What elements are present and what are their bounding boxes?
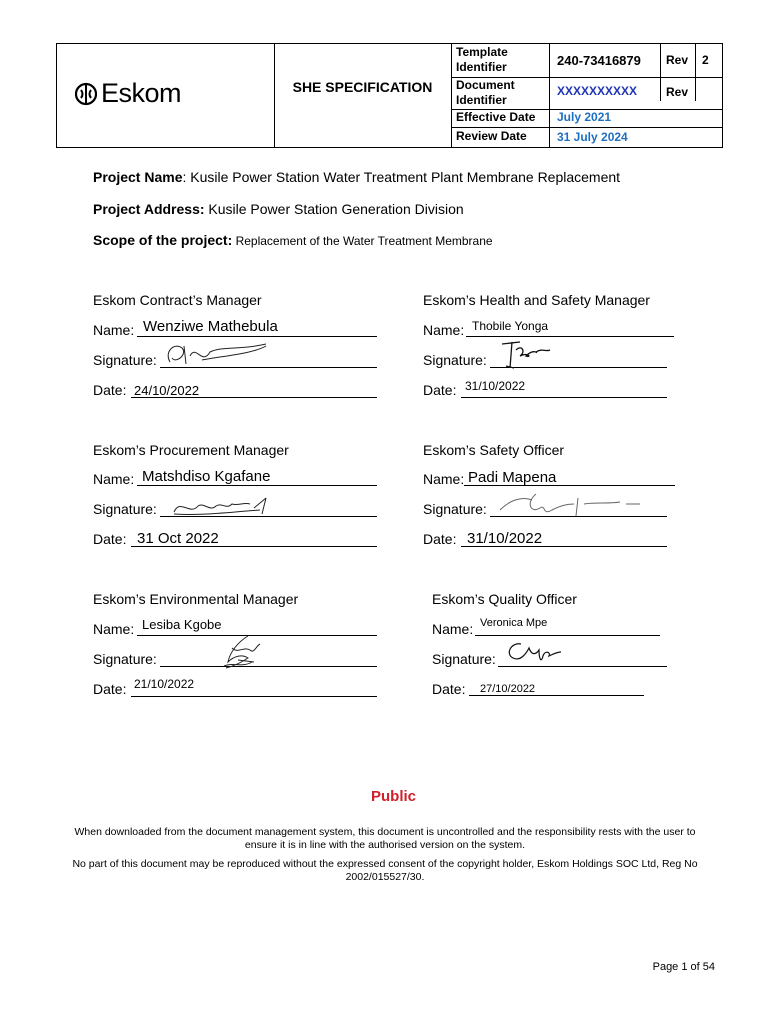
signature-label: Signature: [93,352,157,368]
procurement-manager-role: Eskom’s Procurement Manager [93,442,289,458]
project-address-value: Kusile Power Station Generation Division [204,201,464,217]
health-safety-manager-date: 31/10/2022 [465,379,526,393]
review-date-label: Review Date [456,129,527,143]
health-safety-manager-name: Thobile Yonga [472,319,549,333]
safety-officer-date: 31/10/2022 [467,530,543,547]
divider [549,44,550,147]
contracts-manager-role: Eskom Contract’s Manager [93,292,262,308]
date-label: Date: [93,681,127,697]
eskom-logo-text: Eskom [101,78,182,108]
rev-value: 2 [702,53,709,67]
signature-label: Signature: [423,501,487,517]
name-label: Name: [93,621,135,637]
contracts-manager-signature-icon [162,338,272,372]
contracts-manager-date: 24/10/2022 [134,383,200,398]
project-name-value: : Kusile Power Station Water Treatment Plant Membrane Replacement [182,169,621,185]
name-line [137,336,377,337]
signature-line [160,666,377,667]
rev-label-2: Rev [666,85,689,99]
quality-officer-role: Eskom’s Quality Officer [432,591,577,607]
name-label: Name: [423,471,465,487]
health-safety-manager-signature-icon [496,338,556,372]
effective-date-label: Effective Date [456,110,536,124]
copyright-notice: No part of this document may be reproduced without the expressed consent of the copyright holder, Eskom Holdings SOC Ltd, Reg No 2002/015527/30. [72,858,698,883]
divider [660,44,661,101]
signature-label: Signature: [93,651,157,667]
environmental-manager-signature-icon [218,632,268,672]
date-label: Date: [423,382,457,398]
project-scope-label: Scope of the project: [93,232,233,248]
signature-line [498,666,667,667]
eskom-logo-icon [75,82,97,104]
review-date-value: 31 July 2024 [557,130,628,144]
date-line [469,695,644,696]
quality-officer-name: Veronica Mpe [480,617,548,629]
date-line [131,696,377,697]
environmental-manager-name: Lesiba Kgobe [142,617,222,632]
health-safety-manager-role: Eskom’s Health and Safety Manager [423,292,650,308]
project-name-label: Project Name [93,169,183,185]
name-label: Name: [432,621,474,637]
procurement-manager-name: Matshdiso Kgafane [142,468,271,485]
environmental-manager-role: Eskom’s Environmental Manager [93,591,299,607]
procurement-manager-date: 31 Oct 2022 [137,530,219,547]
date-label: Date: [432,681,466,697]
template-identifier-label: Template Identifier [456,45,508,74]
quality-officer-date: 27/10/2022 [480,683,536,695]
project-address [93,201,464,217]
divider [451,44,452,147]
quality-officer-signature-icon [505,638,565,666]
name-line [137,485,377,486]
name-line [466,336,674,337]
date-line [461,397,667,398]
divider [274,44,275,147]
signature-label: Signature: [93,501,157,517]
name-label: Name: [423,322,465,338]
date-label: Date: [93,382,127,398]
name-label: Name: [93,322,135,338]
rev-label: Rev [666,53,689,67]
document-title: SHE SPECIFICATION [292,79,433,95]
project-address-label: Project Address: [93,201,205,217]
effective-date-value: July 2021 [557,110,612,124]
template-identifier-value: 240-73416879 [557,53,641,68]
page-number: Page 1 of 54 [652,961,715,973]
signature-label: Signature: [423,352,487,368]
uncontrolled-notice: When downloaded from the document management system, this document is uncontrolled and the responsibility rests with the user to ensure it is in line with the authorised version on the system. [74,826,696,851]
classification-label: Public [370,788,416,805]
safety-officer-name: Padi Mapena [468,469,557,486]
procurement-manager-signature-icon [170,494,270,520]
signature-label: Signature: [432,651,496,667]
safety-officer-role: Eskom’s Safety Officer [423,442,565,458]
project-name [93,169,620,185]
document-identifier-label: Document Identifier [456,78,515,107]
contracts-manager-name: Wenziwe Mathebula [143,318,278,335]
name-label: Name: [93,471,135,487]
project-scope [93,232,493,248]
environmental-manager-date: 21/10/2022 [134,677,195,691]
safety-officer-signature-icon [496,490,646,522]
header-table [56,43,723,148]
document-identifier-value: XXXXXXXXXX [557,84,638,98]
date-label: Date: [93,531,127,547]
name-line [475,635,660,636]
divider [695,44,696,101]
divider [451,127,722,128]
project-scope-value: Replacement of the Water Treatment Membrane [232,234,493,248]
date-label: Date: [423,531,457,547]
